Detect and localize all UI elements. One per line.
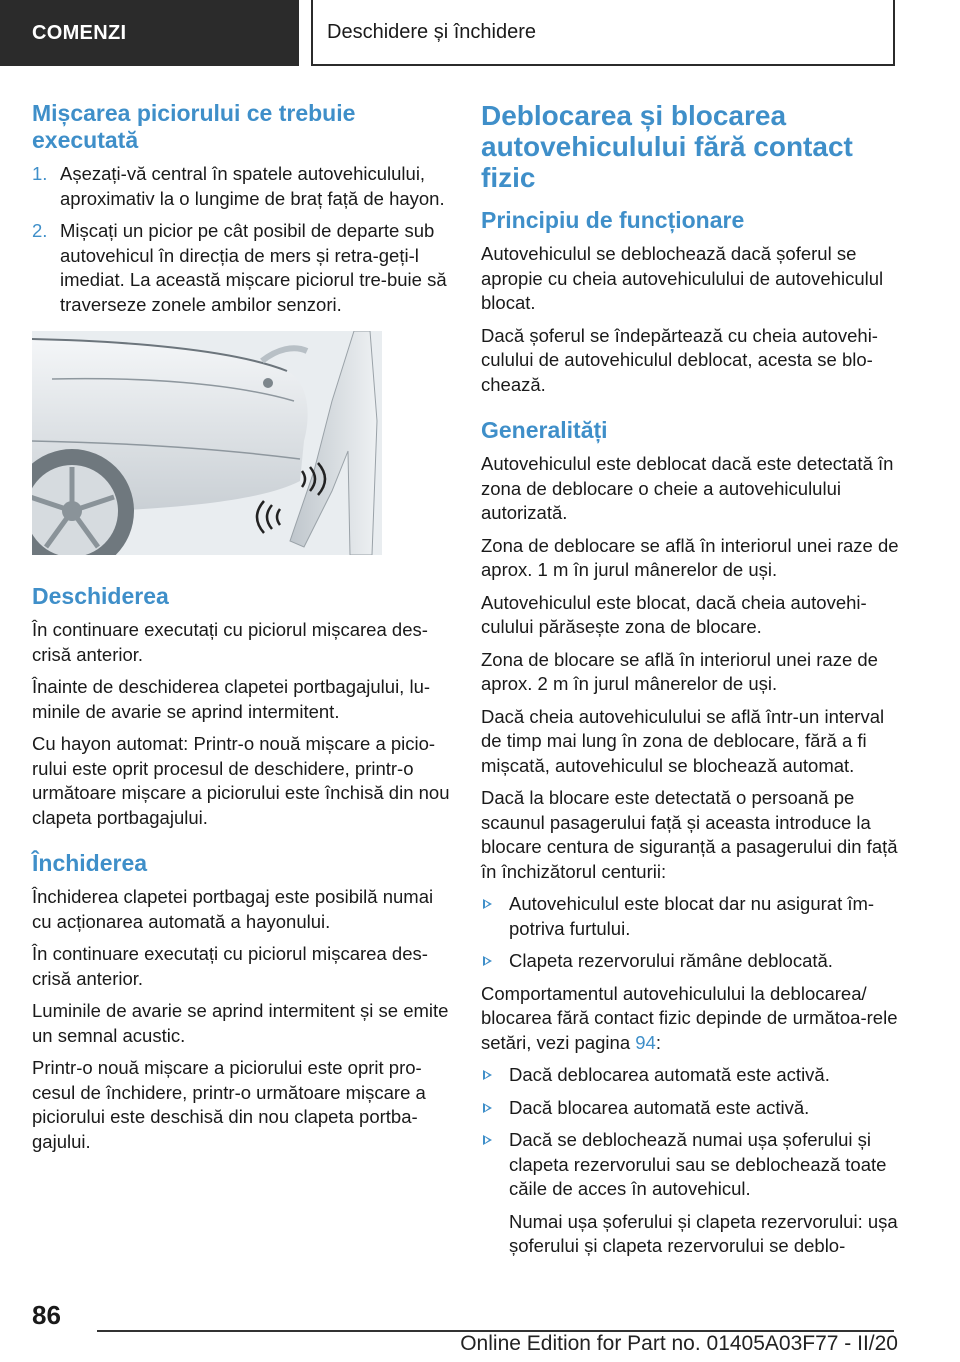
general-paragraph: Zona de deblocare se află în interiorul unei raze de aprox. 1 m în jurul mânerelor de uși. xyxy=(481,534,899,580)
opening-paragraph: În continuare executați cu piciorul mișcarea des-crisă anterior. xyxy=(32,619,428,665)
indented-paragraph: Numai ușa șoferului și clapeta rezervorului: ușa șoferului și clapeta rezervorului se deblo- xyxy=(509,1210,898,1256)
step-item xyxy=(32,219,450,317)
general-paragraph: Dacă la blocare este detectată o persoană pe scaunul pasagerului față și aceasta introduce la blocare centura de siguranță a pasagerului din față în închizătorul centurii: xyxy=(481,787,898,882)
behavior-paragraph: Comportamentul autovehiculului la deblocarea/ blocarea fără contact fizic depinde de următoa-rele setări, vezi pagina 94: xyxy=(481,982,898,1053)
settings-list xyxy=(481,1063,901,1202)
kick-sensor-illustration xyxy=(32,331,382,555)
footer-edition: Online Edition for Part no. 01405A03F77 - II/20 xyxy=(460,1332,898,1355)
step-number: 1. xyxy=(32,163,48,184)
closing-heading: Închiderea xyxy=(32,850,148,876)
list-item: Clapeta rezervorului rămâne deblocată. xyxy=(481,949,901,974)
closing-paragraph: Printr-o nouă mișcare a piciorului este oprit pro-cesul de închidere, printr-o următoare mișcare a piciorului este deschisă din nou clapeta portba-gajului. xyxy=(32,1057,426,1152)
principle-paragraph: Autovehiculul se deblochează dacă șoferul se apropie cu cheia autovehiculului de autovehiculul blocat. xyxy=(481,243,884,313)
triangle-bullet-icon xyxy=(483,1103,492,1113)
opening-heading: Deschiderea xyxy=(32,583,169,609)
right-column xyxy=(481,100,901,1267)
step-text: Mișcați un picior pe cât posibil de departe sub autovehicul în direcția de mers și retra-geți-l imediat. La această mișcare piciorul tre-buie să traverseze zonele ambilor senzori. xyxy=(60,220,447,315)
step-number: 2. xyxy=(32,220,48,241)
step-item xyxy=(32,162,450,211)
principle-paragraph: Dacă șoferul se îndepărtează cu cheia autovehi-culului de autovehiculul deblocat, acesta se blo-chează. xyxy=(481,324,878,395)
closing-paragraph: Închiderea clapetei portbagaj este posibilă numai cu acționarea automată a hayonului. xyxy=(32,886,434,932)
general-heading: Generalități xyxy=(481,417,608,443)
list-item: Dacă blocarea automată este activă. xyxy=(481,1096,901,1121)
header-section-tab: COMENZI xyxy=(0,0,299,66)
bullet-list xyxy=(481,892,901,974)
general-paragraph: Zona de blocare se află în interiorul unei raze de aprox. 2 m în jurul mânerelor de uși. xyxy=(481,648,878,694)
triangle-bullet-icon xyxy=(483,956,492,966)
list-item: Autovehiculul este blocat dar nu asigurat îm-potriva furtului. xyxy=(481,892,901,941)
left-column xyxy=(32,100,450,1162)
general-paragraph: Autovehiculul este blocat, dacă cheia autovehi-culului părăsește zona de blocare. xyxy=(481,591,867,637)
list-item: Dacă se deblochează numai ușa șoferului și clapeta rezervorului sau se deblochează toate căile de acces în autovehicul. xyxy=(481,1128,901,1202)
page-number: 86 xyxy=(32,1300,61,1330)
main-heading: Deblocarea și blocarea autovehiculului fără contact fizic xyxy=(481,100,853,193)
list-item: Dacă deblocarea automată este activă. xyxy=(481,1063,901,1088)
steps-list xyxy=(32,162,450,317)
triangle-bullet-icon xyxy=(483,1135,492,1145)
page-reference-link[interactable]: 94 xyxy=(635,1031,656,1053)
opening-paragraph: Înainte de deschiderea clapetei portbagajului, lu-minile de avarie se aprind intermitent. xyxy=(32,676,431,722)
triangle-bullet-icon xyxy=(483,899,492,909)
header-chapter-title: Deschidere și închidere xyxy=(311,0,895,66)
opening-paragraph: Cu hayon automat: Printr-o nouă mișcare a picio-rului este oprit procesul de deschidere, printr-o următoare mișcare a piciorului este închisă din nou clapeta portbagajului. xyxy=(32,733,450,828)
step-text: Așezați-vă central în spatele autovehiculului, aproximativ la o lungime de braț față de hayon. xyxy=(60,163,445,209)
general-paragraph: Dacă cheia autovehiculului se află într-un interval de timp mai lung în zona de deblocare, fără a fi mișcată, autovehiculul se blochează automat. xyxy=(481,705,885,776)
principle-heading: Principiu de funcționare xyxy=(481,207,745,233)
car-rear-illustration xyxy=(32,331,382,555)
triangle-bullet-icon xyxy=(483,1070,492,1080)
closing-paragraph: În continuare executați cu piciorul mișcarea des-crisă anterior. xyxy=(32,943,428,989)
closing-paragraph: Luminile de avarie se aprind intermitent și se emite un semnal acustic. xyxy=(32,1000,449,1046)
motion-heading: Mișcarea piciorului ce trebuie executată xyxy=(32,100,356,153)
general-paragraph: Autovehiculul este deblocat dacă este detectată în zona de deblocare o cheie a autovehiculului autorizată. xyxy=(481,453,894,523)
